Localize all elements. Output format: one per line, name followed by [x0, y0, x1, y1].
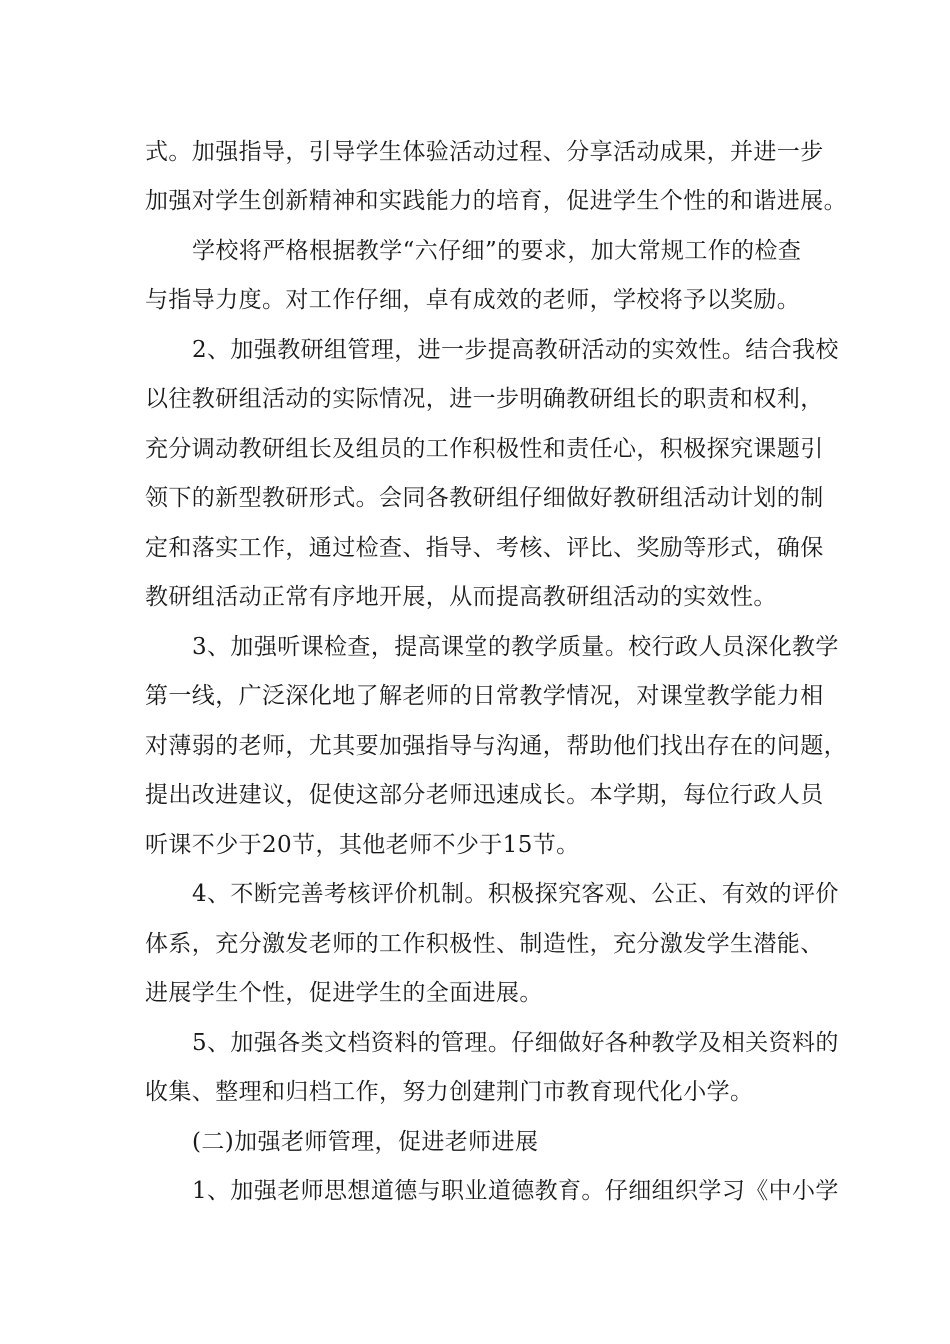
text-line: 式。加强指导，引导学生体验活动过程、分享活动成果，并进一步 — [145, 139, 824, 165]
text-line: 进展学生个性，促进学生的全面进展。 — [145, 980, 543, 1006]
text-line: 提出改进建议，促使这部分老师迅速成长。本学期，每位行政人员 — [145, 782, 824, 808]
text-line: 学校将严格根据教学“六仔细”的要求，加大常规工作的检查 — [192, 238, 802, 264]
text-line: 体系，充分激发老师的工作积极性、制造性，充分激发学生潜能、 — [145, 931, 824, 957]
text-line: 加强对学生创新精神和实践能力的培育，促进学生个性的和谐进展。 — [145, 188, 847, 214]
text-line: 听课不少于20节，其他老师不少于15节。 — [145, 832, 580, 858]
text-line: 充分调动教研组长及组员的工作积极性和责任心，积极探究课题引 — [145, 436, 824, 462]
text-line: 收集、整理和归档工作，努力创建荆门市教育现代化小学。 — [145, 1079, 754, 1105]
section-heading: (二)加强老师管理，促进老师进展 — [192, 1129, 539, 1155]
text-line: 2、加强教研组管理，进一步提高教研活动的实效性。结合我校 — [192, 337, 839, 363]
text-line: 教研组活动正常有序地开展，从而提高教研组活动的实效性。 — [145, 584, 777, 610]
text-line: 领下的新型教研形式。会同各教研组仔细做好教研组活动计划的制 — [145, 485, 824, 511]
text-line: 1、加强老师思想道德与职业道德教育。仔细组织学习《中小学 — [192, 1178, 839, 1204]
text-line: 5、加强各类文档资料的管理。仔细做好各种教学及相关资料的 — [192, 1030, 839, 1056]
text-line: 4、不断完善考核评价机制。积极探究客观、公正、有效的评价 — [192, 881, 839, 907]
text-line: 与指导力度。对工作仔细，卓有成效的老师，学校将予以奖励。 — [145, 287, 801, 313]
text-line: 定和落实工作，通过检查、指导、考核、评比、奖励等形式，确保 — [145, 535, 824, 561]
text-line: 对薄弱的老师，尤其要加强指导与沟通，帮助他们找出存在的问题， — [145, 733, 847, 759]
text-line: 第一线，广泛深化地了解老师的日常教学情况，对课堂教学能力相 — [145, 683, 824, 709]
text-line: 3、加强听课检查，提高课堂的教学质量。校行政人员深化教学 — [192, 634, 839, 660]
text-line: 以往教研组活动的实际情况，进一步明确教研组长的职责和权利， — [145, 386, 824, 412]
